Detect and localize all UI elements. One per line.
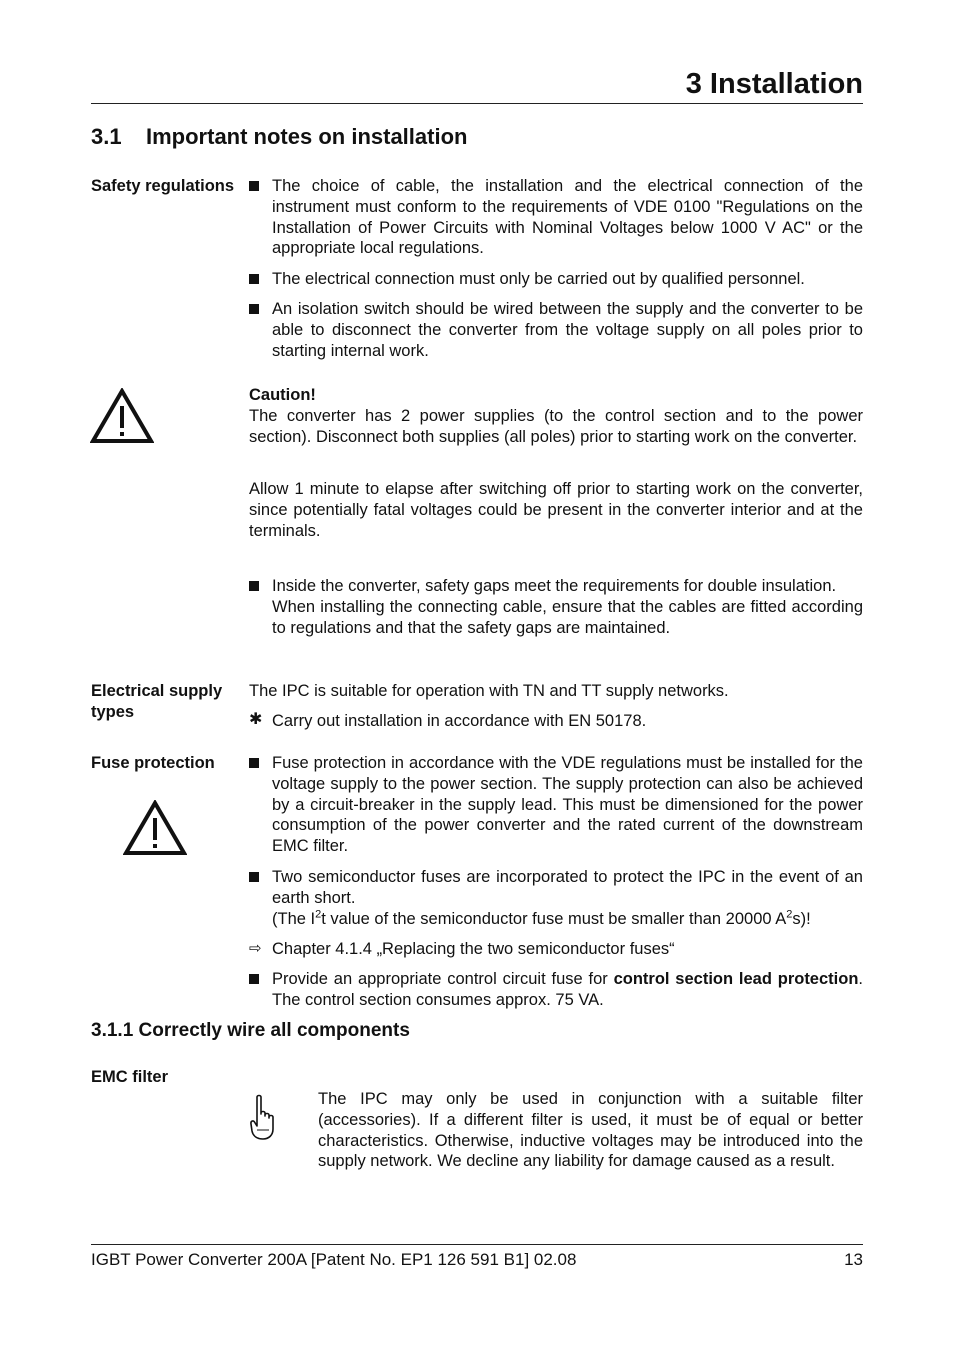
- fuse-bullet-2-line-2: [272, 909, 863, 930]
- fuse-formula-b: t value of the semiconductor fuse must be smaller than 20000 A: [321, 909, 787, 928]
- list-item: [249, 969, 863, 1011]
- fuse-reference: Chapter 4.1.4 „Replacing the two semiconductor fuses“: [272, 940, 675, 958]
- subsection-number: 3.1.1: [91, 1020, 134, 1041]
- square-bullet-icon: [249, 176, 267, 197]
- arrow-right-icon: ⇨: [249, 940, 262, 957]
- fuse-bullet-1: Fuse protection in accordance with the VDE regulations must be installed for the voltage supply to the power section. The supply protection can also be achieved by a circuit-breaker in the supply lead. This must be dimensioned for the power consumption of the power converter and the rated current of the downstream EMC filter.: [272, 754, 863, 856]
- supply-label: Electrical supply types: [91, 682, 223, 721]
- page-number: 13: [844, 1250, 863, 1269]
- caution-text-2: Allow 1 minute to elapse after switching off prior to starting work on the converter, since potentially fatal voltages could be present in the converter interior and at the terminals.: [249, 480, 863, 540]
- subsection-heading: [91, 1017, 410, 1045]
- fuse-formula-c: s)!: [792, 909, 811, 928]
- fuse-bullet-2: [272, 867, 863, 929]
- subsection-title: Correctly wire all components: [138, 1020, 410, 1041]
- asterisk-icon: ✱: [249, 711, 263, 728]
- emc-label: EMC filter: [91, 1068, 169, 1086]
- footer-rule: [91, 1244, 863, 1245]
- warning-triangle-icon: [90, 388, 154, 449]
- safety-gap-line-1: Inside the converter, safety gaps meet the requirements for double insulation.: [272, 577, 837, 595]
- square-bullet-icon: [249, 753, 267, 774]
- fuse-formula-sup-2: 2: [786, 908, 793, 921]
- square-bullet-icon: [249, 576, 267, 597]
- fuse-bullet-2-line-1: Two semiconductor fuses are incorporated to protect the IPC in the event of an earth short.: [272, 868, 863, 907]
- section-number: 3.1: [91, 124, 122, 149]
- square-bullet-icon: [249, 969, 267, 990]
- footer-text: IGBT Power Converter 200A [Patent No. EP1 126 591 B1] 02.08: [91, 1250, 577, 1269]
- safety-bullet-3: An isolation switch should be wired between the supply and the converter to be able to disconnect the converter from the voltage supply on all poles prior to starting internal work.: [272, 300, 863, 360]
- list-item: [249, 867, 863, 929]
- caution-title: Caution!: [249, 386, 316, 404]
- fuse-formula-sup-1: 2: [315, 908, 322, 921]
- fuse-bullet-3: [272, 969, 863, 1011]
- square-bullet-icon: [249, 269, 267, 290]
- emc-text: The IPC may only be used in conjunction with a suitable filter (accessories). If a different filter is used, it must be of equal or better characteristics. Otherwise, inductive voltages may be introduced into the supply network. We decline any liability for damage caused as a result.: [318, 1090, 863, 1171]
- safety-bullet-2: The electrical connection must only be carried out by qualified personnel.: [272, 270, 805, 288]
- pointing-hand-icon: [249, 1094, 275, 1147]
- supply-instruction: Carry out installation in accordance with EN 50178.: [272, 712, 647, 730]
- square-bullet-icon: [249, 299, 267, 320]
- section-heading: [91, 121, 467, 153]
- list-item: [249, 939, 863, 960]
- fuse-bullet-3-bold: control section lead protection: [613, 970, 859, 988]
- header-rule: [91, 103, 863, 104]
- list-item: [249, 753, 863, 857]
- list-item: [249, 576, 863, 638]
- warning-triangle-icon: [123, 800, 187, 861]
- list-item: [249, 299, 863, 361]
- safety-label: Safety regulations: [91, 177, 235, 195]
- safety-bullet-1: The choice of cable, the installation and the electrical connection of the instrument must conform to the requirements of VDE 0100 "Regulations on the Installation of Power Circuits with Nominal Voltages below 1000 V AC" or the appropriate local regulations.: [272, 177, 863, 258]
- list-item: [249, 269, 863, 290]
- fuse-bullet-3-b: . The control section consumes approx. 75 VA.: [272, 970, 863, 1009]
- chapter-title: 3 Installation: [685, 68, 863, 100]
- caution-text: The converter has 2 power supplies (to the control section and to the power section). Disconnect both supplies (all poles) prior to starting work on the converter.: [249, 407, 863, 446]
- supply-text: The IPC is suitable for operation with TN and TT supply networks.: [249, 682, 729, 700]
- safety-gap-bullet: [272, 576, 863, 638]
- list-item: [249, 176, 863, 259]
- safety-gap-line-2: When installing the connecting cable, ensure that the cables are fitted according to regulations and that the safety gaps are maintained.: [272, 597, 863, 637]
- fuse-label: Fuse protection: [91, 754, 215, 772]
- fuse-bullet-3-a: Provide an appropriate control circuit fuse for: [272, 970, 614, 988]
- list-item: [249, 711, 863, 732]
- fuse-formula-a: (The I: [272, 909, 316, 928]
- section-title: Important notes on installation: [146, 124, 468, 149]
- square-bullet-icon: [249, 867, 267, 888]
